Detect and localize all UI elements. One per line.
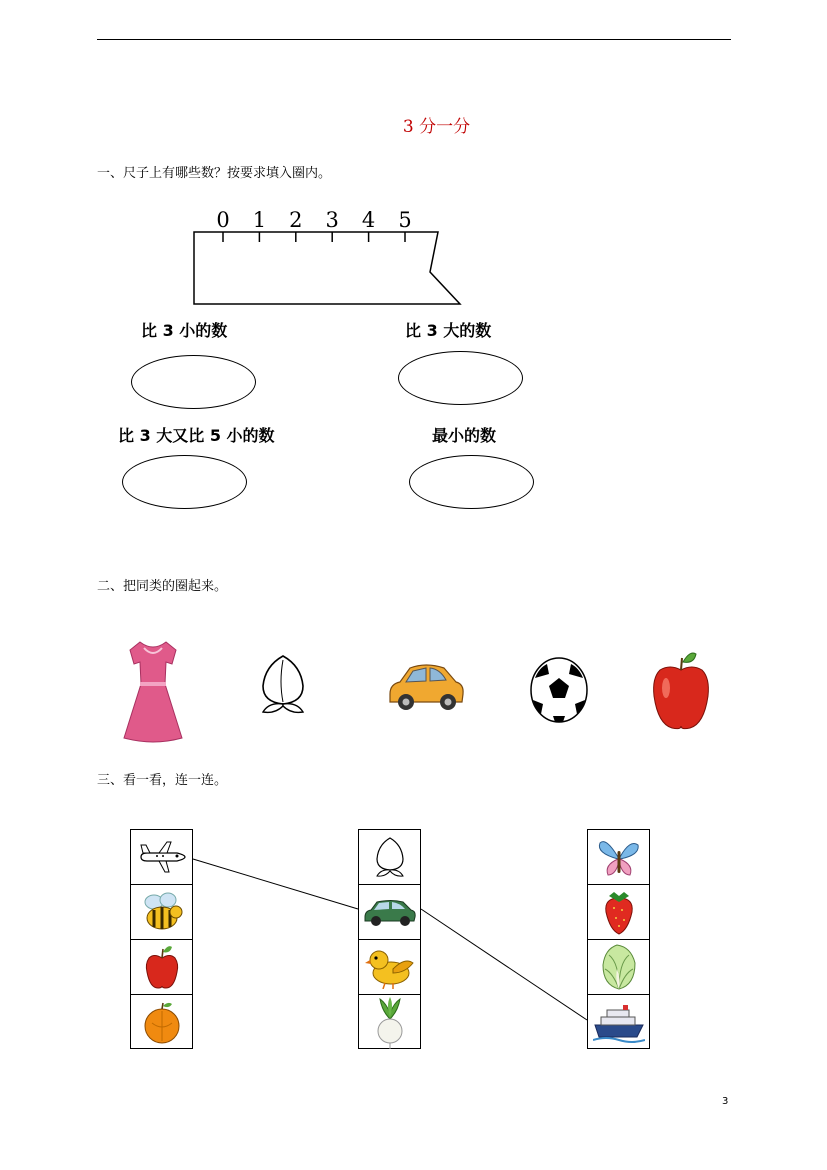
airplane-icon	[137, 839, 187, 875]
match-column-2	[358, 829, 421, 1049]
dress-icon[interactable]	[118, 638, 188, 746]
match-cell[interactable]	[131, 940, 192, 995]
ruler-tick-label: 5	[398, 208, 412, 232]
label-smallest: 最小的数	[432, 426, 497, 445]
radish-icon	[372, 997, 408, 1049]
match-cell[interactable]	[131, 885, 192, 940]
match-cell[interactable]	[359, 830, 420, 885]
ruler-ticks	[216, 208, 411, 242]
apple-icon	[144, 944, 180, 990]
butterfly-icon	[596, 835, 642, 879]
answer-oval-greater-than-3[interactable]	[398, 351, 523, 405]
match-cell[interactable]	[359, 940, 420, 995]
label-between-3-and-5: 比 3 大又比 5 小的数	[118, 426, 275, 445]
cabbage-icon	[597, 943, 641, 991]
page-title: 3 分一分	[402, 117, 471, 137]
ruler-outline	[194, 232, 460, 304]
soccer-ball-icon[interactable]	[529, 656, 589, 724]
match-cell[interactable]	[359, 885, 420, 940]
apple-icon[interactable]	[650, 648, 712, 732]
page-number: 3	[722, 1096, 729, 1107]
match-cell[interactable]	[588, 830, 649, 885]
match-column-3	[587, 829, 650, 1049]
match-cell[interactable]	[359, 995, 420, 1050]
bee-icon	[140, 890, 184, 934]
strawberry-icon	[602, 888, 636, 936]
match-cell[interactable]	[131, 995, 192, 1050]
header-rule	[97, 39, 731, 40]
ruler-figure	[180, 200, 480, 310]
question-3-prompt: 三、看一看，连一连。	[97, 773, 228, 788]
ruler-tick-label: 4	[361, 208, 376, 232]
answer-oval-smallest[interactable]	[409, 455, 534, 509]
ruler-tick-label: 2	[289, 208, 303, 232]
connector-airplane-car	[193, 859, 358, 909]
answer-oval-less-than-3[interactable]	[131, 355, 256, 409]
match-cell[interactable]	[588, 995, 649, 1050]
ship-icon	[593, 1003, 645, 1043]
match-cell[interactable]	[588, 885, 649, 940]
peach-icon	[372, 835, 408, 879]
ruler-tick-label: 3	[325, 208, 339, 232]
car-icon[interactable]	[386, 660, 466, 716]
connector-car-ship	[421, 909, 587, 1020]
question-2-prompt: 二、把同类的圈起来。	[97, 579, 228, 594]
car-icon	[363, 897, 417, 927]
match-column-1	[130, 829, 193, 1049]
label-greater-than-3: 比 3 大的数	[405, 321, 492, 340]
label-less-than-3: 比 3 小的数	[141, 321, 228, 340]
match-cell[interactable]	[131, 830, 192, 885]
ruler-tick-label: 1	[252, 208, 267, 232]
peach-icon[interactable]	[255, 652, 311, 716]
orange-icon	[142, 1001, 182, 1045]
bird-icon	[365, 945, 415, 989]
match-cell[interactable]	[588, 940, 649, 995]
question-1-prompt: 一、尺子上有哪些数？按要求填入圈内。	[97, 166, 332, 181]
ruler-tick-label: 0	[216, 208, 230, 232]
answer-oval-between-3-and-5[interactable]	[122, 455, 247, 509]
